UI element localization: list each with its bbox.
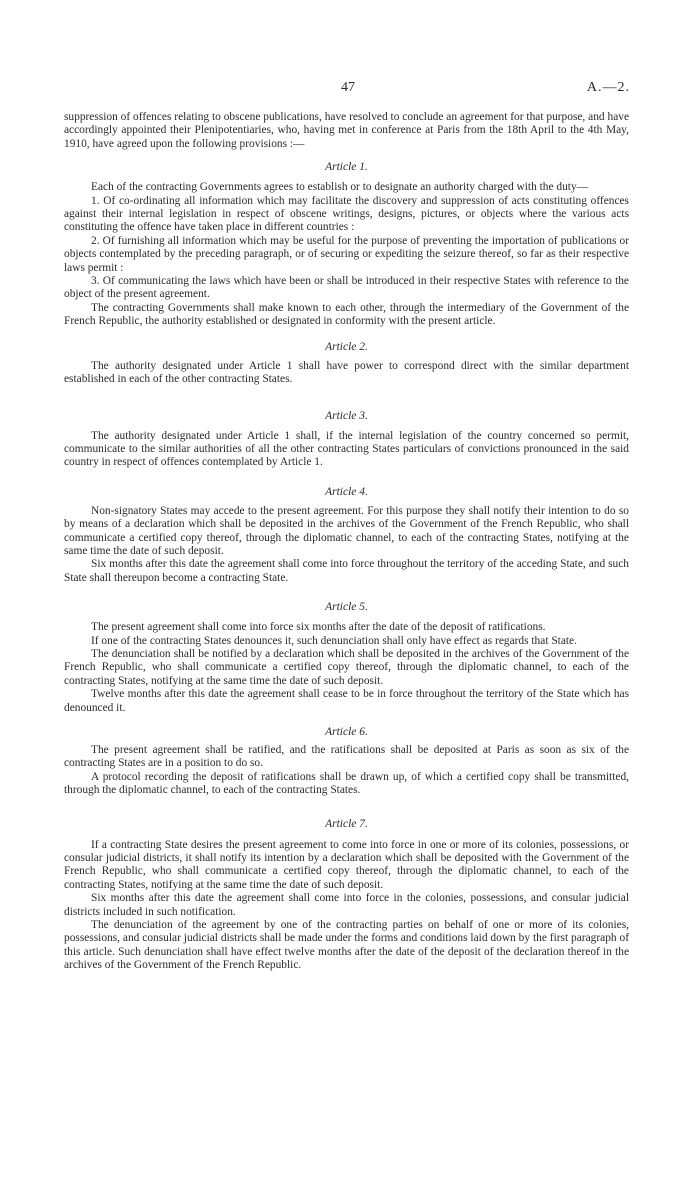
- page-number: 47: [341, 80, 355, 95]
- article-1-paragraph: 1. Of co-ordinating all information which may facilitate the discovery and suppression of acts constituting offences against their internal legislation in respect of obscene writings, designs, pictures, or objects where the various acts constituting the offence have taken place in different countries :: [64, 194, 629, 234]
- article-3-paragraph: The authority designated under Article 1 shall, if the internal legislation of the country concerned so permit, communicate to the similar authorities of all the other contracting States particulars of convictions pronounced in the said country in respect of offences contemplated by Article 1.: [64, 429, 629, 469]
- article-5-paragraph: If one of the contracting States denounces it, such denunciation shall only have effect as regards that State.: [91, 634, 577, 647]
- article-7-paragraph: The denunciation of the agreement by one of the contracting parties on behalf of one or more of its colonies, possessions, and consular judicial districts shall be made under the forms and conditions laid down by the first paragraph of this article. Such denunciation shall have effect twelve months after the date of the deposit of the declaration thereof in the archives of the Government of the French Republic.: [64, 919, 629, 972]
- article-4-paragraph: Non-signatory States may accede to the present agreement. For this purpose they shall notify their intention to do so by means of a declaration which shall be deposited in the archives of the Government of the French Republic, who shall communicate a certified copy thereof, through the diplomatic channel, to each of the contracting States, notifying at the same time the date of such deposit.: [64, 504, 629, 557]
- article-1-paragraph: The contracting Governments shall make known to each other, through the intermediary of the Government of the French Republic, the authority established or designated in conformity with the present article.: [64, 301, 629, 328]
- article-6-heading: Article 6.: [325, 726, 368, 738]
- article-3-heading: Article 3.: [325, 409, 368, 422]
- article-4-heading: Article 4.: [325, 485, 368, 498]
- article-7-paragraph: If a contracting State desires the present agreement to come into force in one or more of its colonies, possessions, or consular judicial districts, it shall notify its intention by a declaration which shall be deposited with the Government of the French Republic, who shall communicate a certified copy thereof, through the diplomatic channel, to each of the contracting States, notifying at the same time the date of such deposit.: [64, 838, 629, 891]
- article-7-paragraph: Six months after this date the agreement shall come into force in the colonies, possessions, and consular judicial districts included in such notification.: [64, 892, 629, 918]
- article-1-paragraph: Each of the contracting Governments agrees to establish or to designate an authority charged with the duty—: [91, 181, 589, 194]
- article-1-paragraph: 3. Of communicating the laws which have been or shall be introduced in their respective States with reference to the object of the present agreement.: [64, 275, 629, 301]
- article-5-paragraph: The denunciation shall be notified by a declaration which shall be deposited in the archives of the Government of the French Republic, who shall communicate a certified copy thereof, through the diplomatic channel, to each of the contracting States, notifying at the same time the date of such deposit.: [64, 647, 629, 687]
- article-2-heading: Article 2.: [325, 340, 368, 353]
- article-6-paragraph: A protocol recording the deposit of ratifications shall be drawn up, of which a certified copy shall be transmitted, through the diplomatic channel, to each of the contracting States.: [64, 770, 629, 797]
- document-body: [64, 111, 629, 973]
- article-7-heading: Article 7.: [325, 817, 368, 830]
- article-6-paragraph: The present agreement shall be ratified, and the ratifications shall be deposited at Paris as soon as six of the contracting States are in a position to do so.: [64, 744, 629, 770]
- document-reference: A.—2.: [586, 80, 630, 95]
- article-5-heading: Article 5.: [325, 601, 368, 614]
- article-1-paragraph: 2. Of furnishing all information which may be useful for the purpose of preventing the importation of publications or objects contemplated by the preceding paragraph, or of securing or expediting the seizure thereof, so far as their respective laws permit :: [64, 234, 629, 274]
- article-2-paragraph: The authority designated under Article 1 shall have power to correspond direct with the similar department established in each of the other contracting States.: [64, 359, 629, 386]
- article-4-paragraph: Six months after this date the agreement shall come into force throughout the territory of the acceding State, and such State shall thereupon become a contracting State.: [64, 558, 629, 584]
- article-5-paragraph: Twelve months after this date the agreement shall cease to be in force throughout the territory of the State which has denounced it.: [64, 688, 629, 714]
- article-5-paragraph: The present agreement shall come into force six months after the date of the deposit of ratifications.: [91, 621, 546, 634]
- page-header: [0, 80, 700, 100]
- article-1-heading: Article 1.: [325, 161, 368, 174]
- intro-paragraph: suppression of offences relating to obscene publications, have resolved to conclude an agreement for that purpose, and have accordingly appointed their Plenipotentiaries, who, having met in conference at Paris from the 18th April to the 4th May, 1910, have agreed upon the following provisions :—: [64, 111, 629, 150]
